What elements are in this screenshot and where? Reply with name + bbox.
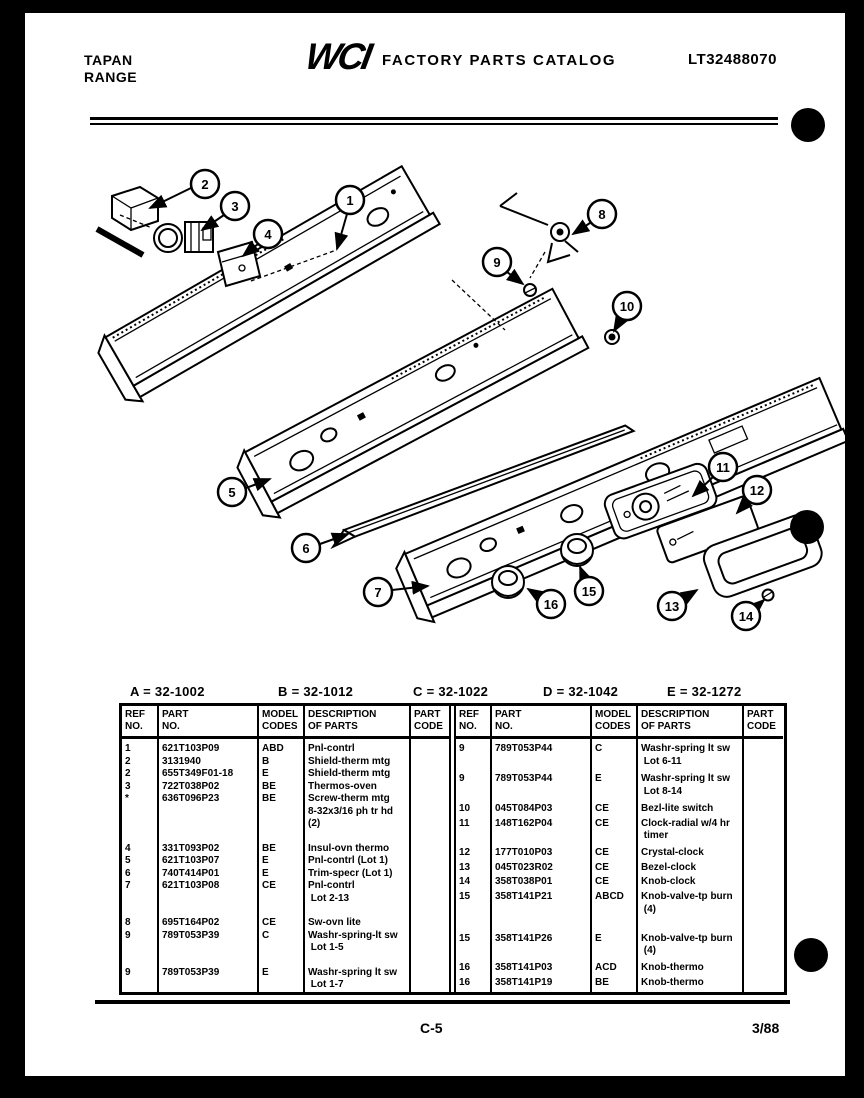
part-code-cell xyxy=(410,768,450,781)
codes-cell: C xyxy=(591,738,637,774)
part-cell: 358T141P03 xyxy=(491,962,591,977)
description-cell: Knob-thermo xyxy=(637,962,743,977)
screw-part-9 xyxy=(524,284,536,296)
ref-cell: 9 xyxy=(459,773,465,785)
codes-cell: B xyxy=(258,756,304,769)
part-code-cell xyxy=(743,773,783,802)
callout-15 xyxy=(575,577,603,605)
part-cell: 045T023R02 xyxy=(491,862,591,877)
codes-cell: BE xyxy=(591,977,637,992)
part-cell: 045T084P03 xyxy=(491,803,591,818)
ref-cell: 11 xyxy=(459,817,470,829)
part-code-cell xyxy=(410,781,450,794)
callout-13 xyxy=(658,592,686,620)
ref-cell: 10 xyxy=(459,802,471,814)
svg-text:10: 10 xyxy=(619,299,635,314)
part-row xyxy=(122,768,450,781)
codes-cell: CE xyxy=(258,917,304,930)
ref-cell: 15 xyxy=(459,932,471,944)
part-row xyxy=(122,793,450,831)
callout-8 xyxy=(588,200,616,228)
part-cell: 621T103P07 xyxy=(158,855,258,868)
description-cell: Knob-clock xyxy=(637,876,743,891)
description-cell: Washr-spring lt sw Lot 8-14 xyxy=(637,773,743,802)
spacer-row xyxy=(122,955,450,967)
ref-cell: 2 xyxy=(125,755,131,767)
ref-cell: 15 xyxy=(459,891,471,903)
part-row xyxy=(122,967,450,992)
document-number: LT32488070 xyxy=(688,51,777,68)
scan-border-top xyxy=(0,0,864,13)
part-code-cell xyxy=(743,876,783,891)
parts-table-left-header xyxy=(122,706,450,738)
part-code-cell xyxy=(410,868,450,881)
part-row xyxy=(455,862,783,877)
ref-cell: 9 xyxy=(125,929,131,941)
callout-14 xyxy=(732,602,760,630)
codes-cell: C xyxy=(258,930,304,955)
part-cell: 695T164P02 xyxy=(158,917,258,930)
model-legend-d: D = 32-1042 xyxy=(543,684,619,699)
codes-cell: E xyxy=(258,855,304,868)
screw-part-14 xyxy=(763,590,774,601)
parts-table-right-body xyxy=(455,738,783,992)
part-cell: 358T141P26 xyxy=(491,933,591,962)
part-code-cell xyxy=(743,818,783,847)
part-code-cell xyxy=(743,862,783,877)
parts-table-right xyxy=(454,706,783,992)
svg-text:1: 1 xyxy=(346,193,354,208)
ref-cell: 4 xyxy=(125,842,131,854)
callout-11 xyxy=(709,453,737,481)
part-code-cell xyxy=(410,793,450,831)
codes-cell: E xyxy=(258,768,304,781)
codes-cell: BE xyxy=(258,843,304,856)
ref-cell: 16 xyxy=(459,976,471,988)
ref-cell: 2 xyxy=(125,768,131,779)
brand-line-1: TAPAN xyxy=(84,52,133,68)
ref-cell: 12 xyxy=(459,847,471,858)
codes-cell: CE xyxy=(591,803,637,818)
callout-7 xyxy=(364,578,392,606)
part-cell: 636T096P23 xyxy=(158,793,258,831)
description-cell: Knob-valve-tp burn (4) xyxy=(637,891,743,920)
part-cell: 621T103P08 xyxy=(158,880,258,905)
part-row xyxy=(122,868,450,881)
spacer-cell xyxy=(304,955,410,967)
part-code-cell xyxy=(743,933,783,962)
spacer-cell xyxy=(158,905,258,917)
part-cell: 722T038P02 xyxy=(158,781,258,794)
part-row xyxy=(455,803,783,818)
parts-table xyxy=(119,703,787,995)
part-row xyxy=(455,876,783,891)
ref-cell: 1 xyxy=(125,743,131,754)
scan-border-bottom xyxy=(0,1076,864,1098)
part-code-cell xyxy=(410,738,450,756)
svg-text:11: 11 xyxy=(716,460,730,475)
parts-table-left xyxy=(122,706,451,992)
callout-4 xyxy=(254,220,282,248)
callout-2 xyxy=(191,170,219,198)
codes-cell: BE xyxy=(258,781,304,794)
part-code-cell xyxy=(743,891,783,920)
spacer-cell xyxy=(258,831,304,843)
punch-hole-middle xyxy=(790,510,824,544)
part-cell: 358T141P21 xyxy=(491,891,591,920)
svg-text:4: 4 xyxy=(264,227,272,242)
svg-text:9: 9 xyxy=(493,255,501,270)
part-cell: 148T162P04 xyxy=(491,818,591,847)
model-legend-c: C = 32-1022 xyxy=(413,684,489,699)
part-row xyxy=(455,977,783,992)
part-cell: 789T053P39 xyxy=(158,930,258,955)
svg-text:2: 2 xyxy=(201,177,209,192)
part-code-cell xyxy=(743,962,783,977)
callout-5 xyxy=(218,478,246,506)
callout-3 xyxy=(221,192,249,220)
codes-cell: CE xyxy=(591,876,637,891)
part-cell: 789T053P44 xyxy=(491,738,591,774)
knob-part-16 xyxy=(492,566,524,598)
description-cell: Washr-spring-lt sw Lot 1-5 xyxy=(304,930,410,955)
part-row xyxy=(122,930,450,955)
parts-table-right-header xyxy=(455,706,783,738)
spacer-cell xyxy=(158,955,258,967)
part-code-cell xyxy=(743,803,783,818)
panel-edge-line xyxy=(97,229,143,255)
codes-cell: ABD xyxy=(258,738,304,756)
spacer-cell xyxy=(591,921,637,933)
column-header: MODEL CODES xyxy=(258,706,304,738)
spacer-cell xyxy=(410,905,450,917)
ref-cell: 9 xyxy=(459,743,465,754)
part-cell: 358T038P01 xyxy=(491,876,591,891)
knob-part-15 xyxy=(561,534,593,566)
part-row xyxy=(455,738,783,774)
model-legend-a: A = 32-1002 xyxy=(130,684,205,699)
part-cell: 177T010P03 xyxy=(491,847,591,862)
spacer-row xyxy=(122,831,450,843)
ref-cell: * xyxy=(125,793,129,804)
part-code-cell xyxy=(743,847,783,862)
description-cell: Trim-specr (Lot 1) xyxy=(304,868,410,881)
callout-12 xyxy=(743,476,771,504)
ref-cell: 8 xyxy=(125,917,131,928)
punch-hole-top xyxy=(791,108,825,142)
part-code-cell xyxy=(410,843,450,856)
codes-cell: CE xyxy=(591,862,637,877)
part-row xyxy=(455,891,783,920)
ref-cell: 9 xyxy=(125,966,131,978)
scan-border-left xyxy=(0,0,25,1098)
spacer-cell xyxy=(122,905,158,917)
part-code-cell xyxy=(410,930,450,955)
codes-cell: E xyxy=(591,933,637,962)
spacer-cell xyxy=(491,921,591,933)
svg-text:6: 6 xyxy=(302,541,310,556)
description-cell: Knob-valve-tp burn (4) xyxy=(637,933,743,962)
model-legend-e: E = 32-1272 xyxy=(667,684,742,699)
callout-10 xyxy=(613,292,641,320)
description-cell: Knob-thermo xyxy=(637,977,743,992)
parts-table-left-body xyxy=(122,738,450,992)
description-cell: Insul-ovn thermo xyxy=(304,843,410,856)
codes-cell: E xyxy=(258,868,304,881)
part-row xyxy=(122,843,450,856)
part-code-cell xyxy=(410,855,450,868)
description-cell: Pnl-contrl Lot 2-13 xyxy=(304,880,410,905)
svg-text:14: 14 xyxy=(738,609,754,624)
spacer-cell xyxy=(304,905,410,917)
description-cell: Shield-therm mtg xyxy=(304,756,410,769)
ref-cell: 6 xyxy=(125,867,131,879)
spacer-row xyxy=(122,905,450,917)
part-row xyxy=(455,818,783,847)
part-row xyxy=(455,847,783,862)
description-cell: Thermos-oven xyxy=(304,781,410,794)
column-header: PART CODE xyxy=(410,706,450,738)
part-row xyxy=(122,855,450,868)
spacer-cell xyxy=(122,955,158,967)
part-row xyxy=(122,738,450,756)
part-row xyxy=(122,917,450,930)
column-header: PART NO. xyxy=(491,706,591,738)
part-cell: 358T141P19 xyxy=(491,977,591,992)
spacer-cell xyxy=(258,905,304,917)
ref-cell: 7 xyxy=(125,880,131,891)
part-cell: 655T349F01-18 xyxy=(158,768,258,781)
spacer-cell xyxy=(258,955,304,967)
punch-hole-bottom xyxy=(794,938,828,972)
codes-cell: E xyxy=(258,967,304,992)
part-cell: 789T053P44 xyxy=(491,773,591,802)
date-code: 3/88 xyxy=(752,1020,780,1036)
codes-cell: ABCD xyxy=(591,891,637,920)
spacer-cell xyxy=(122,831,158,843)
spacer-cell xyxy=(743,921,783,933)
part-row xyxy=(455,933,783,962)
description-cell: Pnl-contrl xyxy=(304,738,410,756)
description-cell: Sw-ovn lite xyxy=(304,917,410,930)
column-header: PART CODE xyxy=(743,706,783,738)
column-header: REF NO. xyxy=(122,706,158,738)
description-cell: Clock-radial w/4 hr timer xyxy=(637,818,743,847)
part-code-cell xyxy=(410,917,450,930)
spacer-cell xyxy=(158,831,258,843)
part-code-cell xyxy=(743,977,783,992)
part-code-cell xyxy=(410,967,450,992)
description-cell: Bezel-clock xyxy=(637,862,743,877)
svg-text:3: 3 xyxy=(231,199,239,214)
column-header: DESCRIPTION OF PARTS xyxy=(304,706,410,738)
spacer-cell xyxy=(304,831,410,843)
description-cell: Screw-therm mtg 8-32x3/16 ph tr hd (2) xyxy=(304,793,410,831)
description-cell: Bezl-lite switch xyxy=(637,803,743,818)
control-panel-5 xyxy=(232,285,591,524)
codes-cell: CE xyxy=(258,880,304,905)
part-cell: 789T053P39 xyxy=(158,967,258,992)
part-row xyxy=(122,756,450,769)
svg-text:8: 8 xyxy=(598,207,606,222)
svg-text:12: 12 xyxy=(749,483,765,498)
wci-logo: WCI xyxy=(302,36,373,77)
ref-cell: 5 xyxy=(125,855,131,866)
spacer-cell xyxy=(410,831,450,843)
description-cell: Washr-spring lt sw Lot 1-7 xyxy=(304,967,410,992)
description-cell: Washr-spring lt sw Lot 6-11 xyxy=(637,738,743,774)
screw-part-10 xyxy=(605,330,619,344)
page-number: C-5 xyxy=(420,1020,443,1036)
ref-cell: 16 xyxy=(459,962,471,974)
part-row xyxy=(122,781,450,794)
svg-text:15: 15 xyxy=(581,584,597,599)
column-header: MODEL CODES xyxy=(591,706,637,738)
codes-cell: CE xyxy=(591,818,637,847)
part-row xyxy=(455,773,783,802)
callout-1 xyxy=(336,186,364,214)
svg-text:7: 7 xyxy=(374,585,382,600)
part-row xyxy=(455,962,783,977)
spacer-cell xyxy=(637,921,743,933)
scan-border-right xyxy=(845,0,864,1098)
part-cell: 3131940 xyxy=(158,756,258,769)
svg-text:13: 13 xyxy=(664,599,680,614)
catalog-title: FACTORY PARTS CATALOG xyxy=(382,52,617,69)
svg-text:5: 5 xyxy=(228,485,236,500)
spacer-cell xyxy=(455,921,491,933)
brand-line-2: RANGE xyxy=(84,69,138,85)
description-cell: Pnl-contrl (Lot 1) xyxy=(304,855,410,868)
description-cell: Crystal-clock xyxy=(637,847,743,862)
codes-cell: ACD xyxy=(591,962,637,977)
part-code-cell xyxy=(410,880,450,905)
part-row xyxy=(122,880,450,905)
model-legend-b: B = 32-1012 xyxy=(278,684,354,699)
ref-cell: 3 xyxy=(125,780,131,792)
column-header: PART NO. xyxy=(158,706,258,738)
callout-6 xyxy=(292,534,320,562)
callout-9 xyxy=(483,248,511,276)
spacer-row xyxy=(455,921,783,933)
part-code-cell xyxy=(410,756,450,769)
part-cell: 740T414P01 xyxy=(158,868,258,881)
part-cell: 331T093P02 xyxy=(158,843,258,856)
column-header: DESCRIPTION OF PARTS xyxy=(637,706,743,738)
part-code-cell xyxy=(743,738,783,774)
ref-cell: 14 xyxy=(459,876,471,888)
codes-cell: E xyxy=(591,773,637,802)
ref-cell: 13 xyxy=(459,861,471,873)
part-cell: 621T103P09 xyxy=(158,738,258,756)
svg-text:16: 16 xyxy=(543,597,559,612)
description-cell: Shield-therm mtg xyxy=(304,768,410,781)
codes-cell: BE xyxy=(258,793,304,831)
column-header: REF NO. xyxy=(455,706,491,738)
callout-16 xyxy=(537,590,565,618)
spacer-cell xyxy=(410,955,450,967)
codes-cell: CE xyxy=(591,847,637,862)
